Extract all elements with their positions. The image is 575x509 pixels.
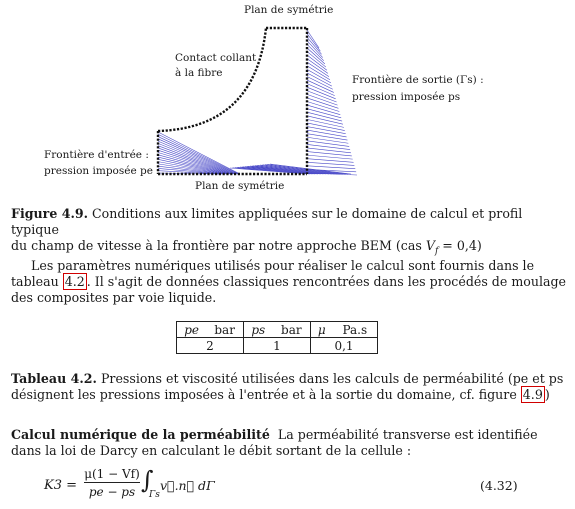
label-entry-line1: Frontière d'entrée : [44, 149, 149, 161]
velocity-vector [307, 166, 355, 169]
velocity-vector [307, 73, 332, 86]
table-caption [11, 371, 567, 403]
paragraph-line3: des composites par voie liquide. [11, 290, 217, 305]
velocity-vector [307, 91, 337, 102]
label-top-symmetry: Plan de symétrie [244, 4, 334, 16]
velocity-vector [307, 80, 334, 92]
figure-caption-line1: Conditions aux limites appliquées sur le domaine de calcul et profil typique [11, 206, 523, 237]
section-line2: dans la loi de Darcy en calculant le débit sortant de la cellule : [11, 443, 412, 458]
paragraph-line2a: tableau [11, 274, 59, 289]
velocity-vector [307, 134, 347, 140]
table-header-row [177, 322, 378, 338]
velocity-vector [307, 155, 353, 159]
velocity-vector [307, 127, 346, 134]
velocity-vector [158, 141, 236, 174]
value-pe: 2 [177, 338, 244, 354]
equation-numerator: μ(1 − Vf) [84, 467, 140, 481]
figure-caption-var: V [425, 238, 435, 253]
section-title: Calcul numérique de la perméabilité [11, 427, 270, 442]
equation-number: (4.32) [480, 478, 518, 493]
velocity-vector [158, 137, 238, 174]
figure-reference-link[interactable]: 4.9 [522, 387, 543, 402]
header-ps-unit: bar [273, 322, 311, 338]
velocity-vector [307, 130, 347, 137]
header-mu-unit: Pa.s [333, 322, 378, 338]
header-pe-unit: bar [206, 322, 243, 338]
velocity-vector [307, 34, 320, 52]
value-mu: 0,1 [311, 338, 378, 354]
table-reference-link[interactable]: 4.2 [64, 274, 85, 289]
equation-integral: ∫ [141, 466, 154, 494]
equation-domain: Γs [149, 490, 160, 500]
velocity-vector [307, 76, 333, 89]
equation-denominator: pe − ps [88, 485, 136, 499]
section-line1: La perméabilité transverse est identifiée [277, 427, 538, 442]
figure-caption-end: = 0,4) [438, 238, 482, 253]
velocity-vector [307, 137, 348, 143]
label-contact-line2: à la fibre [175, 67, 223, 79]
equation-lhs: K3 = [44, 478, 78, 493]
label-exit-line1: Frontière de sortie (Γs) : [352, 74, 484, 86]
figure-caption [11, 206, 567, 260]
table-value-row [177, 338, 378, 354]
velocity-vector [307, 69, 331, 83]
paragraph-line2b: . Il s'agit de données classiques rencontrées dans les procédés de moulage [86, 274, 567, 289]
velocity-vector [158, 148, 232, 174]
velocity-vector [307, 55, 327, 70]
table-caption-line2a: désignent les pressions imposées à l'entrée et à la sortie du domaine, cf. figure [11, 387, 517, 402]
header-mu-symbol: μ [311, 322, 333, 338]
paragraph-line1: Les paramètres numériques utilisés pour réaliser le calcul sont fournis dans le [31, 258, 535, 273]
figure-caption-line2: du champ de vitesse à la frontière par notre approche BEM (cas [11, 238, 422, 253]
label-contact-line1: Contact collant [175, 52, 257, 64]
section-paragraph [11, 427, 567, 459]
velocity-vector [307, 66, 330, 80]
figure-caption-label: Figure 4.9. [11, 206, 89, 221]
table-caption-line1: Pressions et viscosité utilisées dans les calculs de perméabilité (pe et ps [100, 371, 564, 386]
velocity-vector [307, 141, 349, 147]
header-ps-symbol: ps [244, 322, 273, 338]
figure-caption-sub: f [434, 246, 439, 257]
table-caption-line2b: ) [544, 387, 550, 402]
label-bottom-symmetry: Plan de symétrie [195, 180, 285, 192]
value-ps: 1 [244, 338, 311, 354]
velocity-vector [307, 159, 354, 163]
label-exit-line2: pression imposée ps [352, 91, 461, 103]
table-caption-label: Tableau 4.2. [11, 371, 97, 386]
equation-integrand: v⃗.n⃗ dΓ [160, 478, 215, 493]
label-entry-line2: pression imposée pe [44, 165, 153, 177]
velocity-vector [307, 87, 336, 99]
body-paragraph [11, 258, 567, 306]
parameters-table [176, 321, 378, 354]
velocity-vector [307, 123, 345, 131]
header-pe-symbol: pe [177, 322, 207, 338]
velocity-vector [307, 162, 354, 165]
